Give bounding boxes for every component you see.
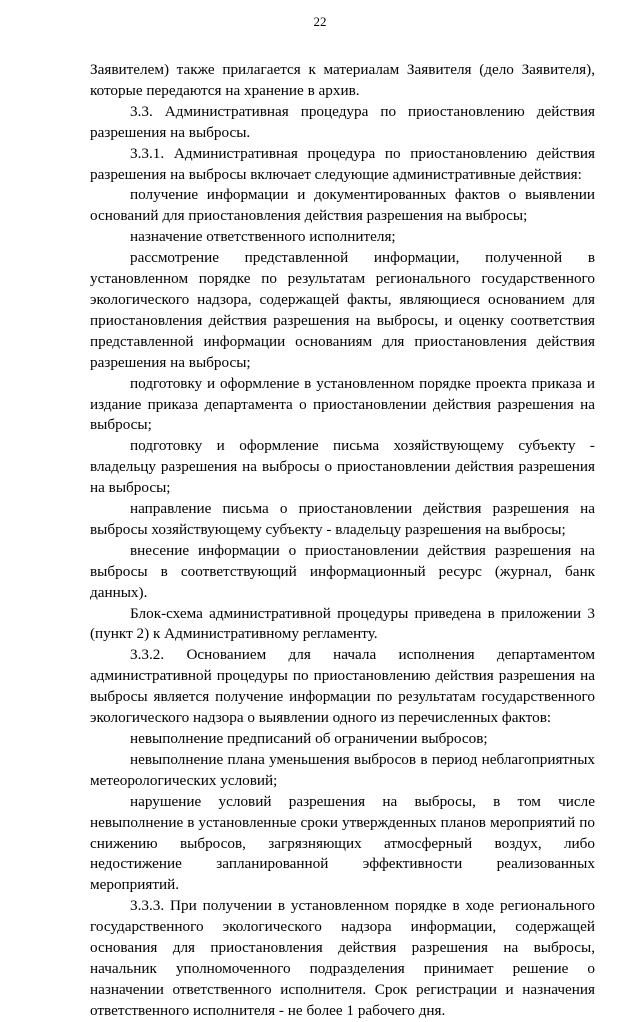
list-item: подготовку и оформление письма хозяйствующему субъекту - владельцу разрешения на выбросы о приостановлении действия разрешения на выбросы; [90, 437, 595, 497]
list-item: нарушение условий разрешения на выбросы, в том числе невыполнение в установленные сроки утвержденных планов мероприятий по снижению выбросов, загрязняющих атмосферный воздух, либо недостижение запланированной эффективности реализованных мероприятий. [90, 792, 595, 894]
section-3-3-heading: 3.3. Административная процедура по приостановлению действия разрешения на выбросы. [90, 102, 595, 141]
flowchart-reference: Блок-схема административной процедуры приведена в приложении 3 (пункт 2) к Административному регламенту. [90, 604, 595, 643]
list-item: внесение информации о приостановлении действия разрешения на выбросы в соответствующий информационный ресурс (журнал, банк данных). [90, 541, 595, 601]
section-3-3-3: 3.3.3. При получении в установленном порядке в ходе регионального государственного экологического надзора информации, содержащей основания для приостановления действия разрешения на выбросы, начальник уполномоченного подразделения принимает решение о назначении ответственного исполнителя. Срок регистрации и назначения ответственного исполнителя - не более 1 рабочего дня. [90, 897, 595, 1019]
list-item: подготовку и оформление в установленном порядке проекта приказа и издание приказа департамента о приостановлении действия разрешения на выбросы; [90, 374, 595, 434]
section-3-3-2-intro: 3.3.2. Основанием для начала исполнения департаментом административной процедуры по приостановлению действия разрешения на выбросы является получение информации по результатам государственного экологического надзора о выявлении одного из перечисленных фактов: [90, 646, 595, 727]
list-item: невыполнение предписаний об ограничении выбросов; [130, 730, 488, 747]
list-item: назначение ответственного исполнителя; [130, 228, 396, 246]
list-item: невыполнение плана уменьшения выбросов в период неблагоприятных метеорологических условий; [90, 750, 595, 789]
list-item: получение информации и документированных фактов о выявлении оснований для приостановления действия разрешения на выбросы; [90, 186, 595, 225]
section-3-3-1-intro: 3.3.1. Административная процедура по приостановлению действия разрешения на выбросы включает следующие административные действия: [90, 144, 595, 183]
paragraph-continuation: Заявителем) также прилагается к материалам Заявителя (дело Заявителя), которые передаются на хранение в архив. [90, 61, 595, 99]
list-item: направление письма о приостановлении действия разрешения на выбросы хозяйствующему субъекту - владельцу разрешения на выбросы; [90, 500, 595, 538]
document-body [90, 60, 595, 1022]
list-item: рассмотрение представленной информации, полученной в установленном порядке по результатам регионального государственного экологического надзора, содержащей факты, являющиеся основанием для приостановления действия разрешения на выбросы, и оценку соответствия представленной информации основаниям для приостановления действия разрешения на выбросы; [90, 249, 595, 371]
page-number: 22 [313, 14, 327, 29]
